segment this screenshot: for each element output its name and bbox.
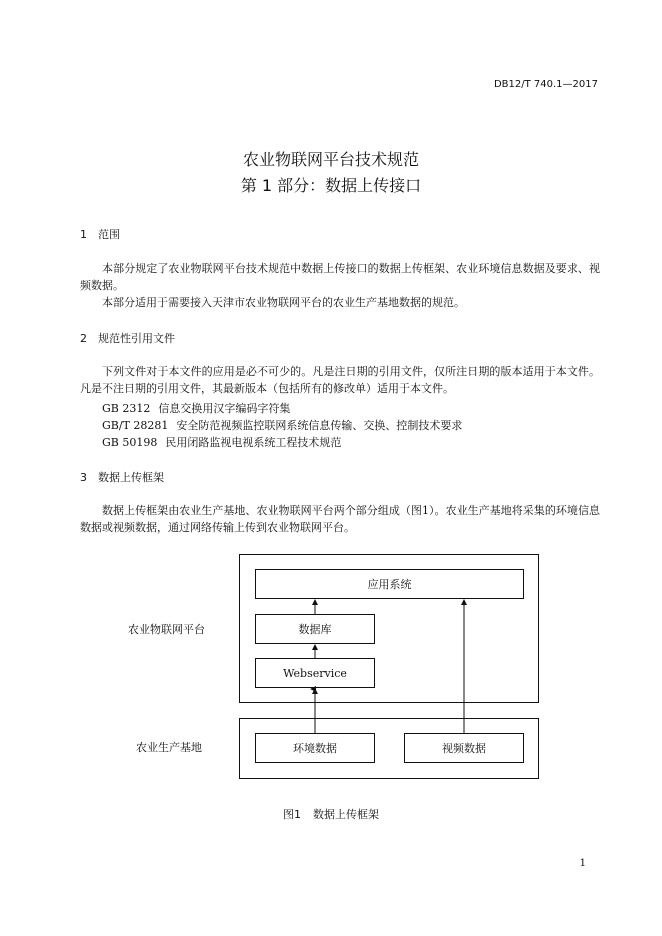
section-title: 范围 — [98, 228, 120, 241]
section-1-paragraph-2: 本部分适用于需要接入天津市农业物联网平台的农业生产基地数据的规范。 — [102, 296, 465, 309]
database-label: 数据库 — [298, 623, 332, 636]
video-data-label: 视频数据 — [442, 742, 486, 755]
section-title: 数据上传框架 — [98, 471, 164, 484]
reference-title: 民用闭路监视电视系统工程技术规范 — [165, 436, 342, 449]
section-number: 2 — [80, 332, 87, 345]
reference-code: GB 50198 — [102, 436, 158, 449]
section-3-paragraph-1: 数据上传框架由农业生产基地、农业物联网平台两个部分组成（图1）。农业生产基地将采集的环境信息数据或视频数据，通过网络传输上传到农业物联网平台。 — [80, 504, 600, 534]
arrowhead-env-to-webservice — [312, 688, 318, 694]
platform-label: 农业物联网平台 — [128, 623, 205, 636]
section-1-paragraph-1: 本部分规定了农业物联网平台技术规范中数据上传接口的数据上传框架、农业环境信息数据及要求、视频数据。 — [80, 262, 600, 292]
figure-caption — [0, 806, 662, 822]
reference-title: 安全防范视频监控联网系统信息传输、交换、控制技术要求 — [176, 419, 463, 432]
figure-number: 图1 — [283, 808, 301, 821]
arrowhead-database-to-app — [312, 599, 318, 605]
section-number: 1 — [80, 228, 87, 241]
webservice-label: Webservice — [283, 666, 347, 680]
section-title: 规范性引用文件 — [98, 332, 175, 345]
env-data-label: 环境数据 — [293, 742, 337, 755]
reference-code: GB/T 28281 — [102, 419, 169, 432]
document-code: DB12/T 740.1—2017 — [493, 79, 598, 90]
page-title: 农业物联网平台技术规范 — [242, 150, 419, 169]
reference-title: 信息交换用汉字编码字符集 — [158, 402, 291, 415]
base-label: 农业生产基地 — [136, 741, 202, 754]
app-system-label: 应用系统 — [367, 578, 412, 591]
arrowhead-video-to-app — [461, 599, 467, 605]
section-number: 3 — [80, 471, 87, 484]
reference-code: GB 2312 — [102, 402, 151, 415]
section-2-paragraph-1: 下列文件对于本文件的应用是必不可少的。凡是注日期的引用文件，仅所注日期的版本适用于本文件。凡是不注日期的引用文件，其最新版本（包括所有的修改单）适用于本文件。 — [80, 365, 600, 395]
page-number: 1 — [579, 858, 586, 869]
arrowhead-webservice-to-database — [312, 644, 318, 650]
figure-caption-text: 数据上传框架 — [313, 808, 379, 821]
page-subtitle: 第 1 部分：数据上传接口 — [240, 176, 422, 195]
